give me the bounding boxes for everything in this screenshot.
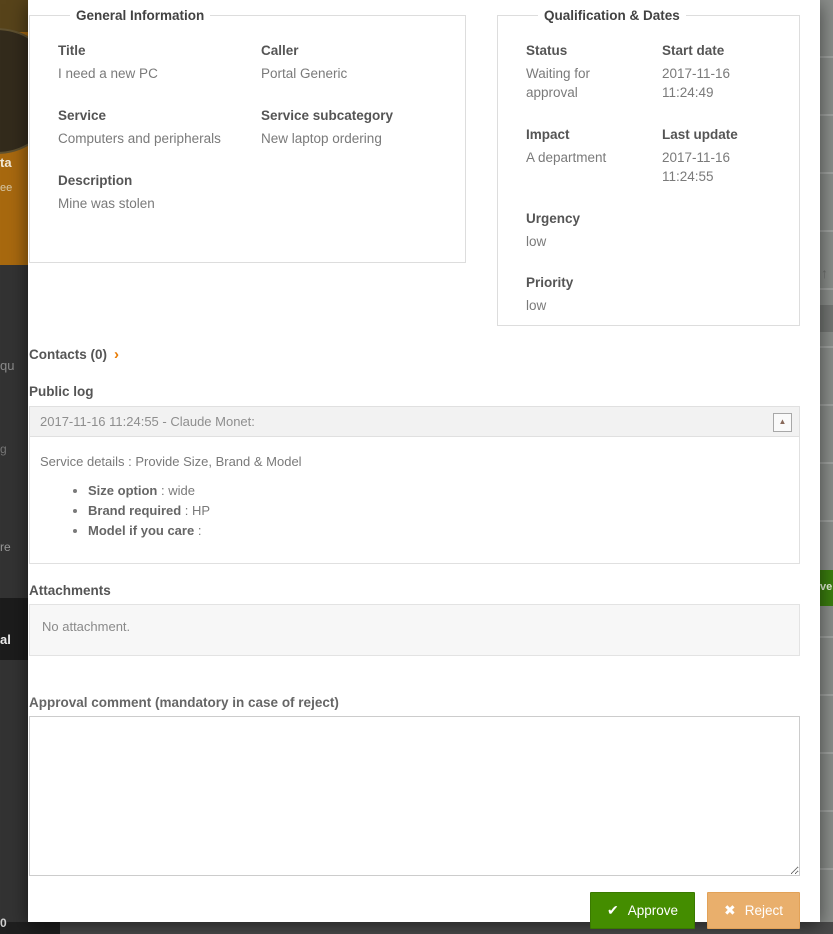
field-caller: [261, 43, 347, 84]
field-row: [526, 43, 785, 103]
background-text-fragment: ta: [0, 155, 12, 170]
field-priority: [526, 275, 662, 316]
chevron-right-icon: ›: [114, 346, 120, 363]
field-status: [526, 43, 662, 103]
detail-separator: :: [194, 523, 202, 538]
reject-button[interactable]: [707, 892, 800, 929]
field-value: 2017-11-16 11:24:55: [662, 149, 731, 184]
background-text-fragment: re: [0, 540, 11, 554]
checkmark-icon: ✔: [606, 902, 619, 918]
field-label: Description: [58, 172, 133, 188]
attachments-heading: Attachments: [29, 583, 111, 598]
field-row: [526, 127, 785, 187]
field-label: Impact: [526, 126, 570, 142]
approval-comment-label: Approval comment (mandatory in case of reject): [29, 695, 339, 710]
background-table-strip: [820, 0, 833, 922]
background-text-fragment: al: [0, 632, 11, 647]
field-service: [58, 108, 261, 149]
field-row: [58, 173, 451, 214]
x-icon: ✖: [724, 902, 736, 918]
field-value: Mine was stolen: [58, 195, 155, 211]
list-item: [88, 523, 789, 538]
background-approve-button-fragment: ve: [820, 570, 833, 606]
background-sidebar: [0, 0, 28, 934]
detail-separator: :: [181, 503, 193, 518]
detail-value: wide: [168, 483, 195, 498]
qualification-dates-fieldset: [497, 8, 800, 326]
public-log-entry: [29, 406, 800, 564]
field-row: [526, 211, 785, 252]
background-header-strip: [0, 0, 28, 32]
detail-label: Brand required: [88, 503, 182, 518]
field-title: [58, 43, 261, 84]
approve-button-label: Approve: [627, 903, 678, 918]
log-entry-header: [30, 407, 799, 437]
field-value: Portal Generic: [261, 66, 348, 81]
general-information-legend: General Information: [76, 8, 205, 23]
field-label: Start date: [662, 43, 725, 58]
field-label: Urgency: [526, 210, 581, 226]
field-label: Title: [58, 43, 86, 58]
list-item: [88, 503, 789, 518]
field-label: Priority: [526, 275, 574, 291]
field-service-subcategory: [261, 108, 393, 149]
detail-value: HP: [192, 503, 211, 518]
background-text-fragment: ee: [0, 182, 13, 194]
field-value: A department: [526, 149, 607, 165]
public-log-heading: Public log: [29, 384, 94, 399]
field-row: [58, 43, 451, 84]
field-description: [58, 173, 261, 214]
field-value: Computers and peripherals: [58, 130, 221, 146]
field-value: 2017-11-16 11:24:49: [662, 66, 731, 100]
up-arrow-icon: ↑: [821, 265, 828, 281]
log-intro-text: Service details : Provide Size, Brand & Model: [40, 454, 302, 469]
avatar: [0, 28, 28, 154]
field-label: Service: [58, 107, 107, 123]
field-value: I need a new PC: [58, 66, 158, 81]
field-value: low: [526, 233, 547, 249]
detail-separator: :: [157, 483, 169, 498]
attachments-box: [29, 604, 800, 656]
background-footer-text: 0: [0, 916, 7, 930]
field-value: New laptop ordering: [261, 130, 382, 146]
field-value: Waiting for approval: [526, 66, 591, 100]
background-table-row: [820, 305, 833, 332]
field-label: Status: [526, 43, 568, 58]
field-row: [526, 275, 785, 316]
general-information-fieldset: [29, 8, 466, 263]
background-text-fragment: g: [0, 442, 7, 456]
field-start-date: [662, 43, 782, 103]
field-urgency: [526, 211, 662, 252]
contacts-label: Contacts (0): [29, 347, 108, 362]
detail-label: Size option: [88, 483, 158, 498]
field-value: low: [526, 298, 547, 314]
qualification-dates-legend: Qualification & Dates: [544, 8, 680, 23]
list-item: [88, 483, 789, 498]
background-menu-band: [0, 598, 28, 660]
field-label: Caller: [261, 43, 299, 58]
field-impact: [526, 127, 662, 187]
log-entry-header-text: 2017-11-16 11:24:55 - Claude Monet:: [40, 414, 255, 429]
field-last-update: [662, 127, 782, 187]
field-label: Last update: [662, 126, 738, 142]
approval-comment-input[interactable]: [29, 716, 800, 876]
field-label: Service subcategory: [261, 107, 394, 123]
approve-button[interactable]: [590, 892, 695, 929]
action-buttons: [29, 892, 800, 929]
approval-dialog: [28, 0, 820, 922]
fieldset-row: [29, 8, 800, 326]
detail-label: Model if you care: [88, 523, 195, 538]
collapse-arrow-icon[interactable]: ▲: [773, 413, 792, 432]
contacts-toggle[interactable]: [29, 346, 800, 363]
log-entry-body: [30, 437, 799, 563]
no-attachment-text: No attachment.: [42, 619, 131, 634]
reject-button-label: Reject: [744, 903, 783, 918]
background-text-fragment: qu: [0, 358, 15, 373]
field-row: [58, 108, 451, 149]
log-detail-list: [40, 483, 789, 538]
